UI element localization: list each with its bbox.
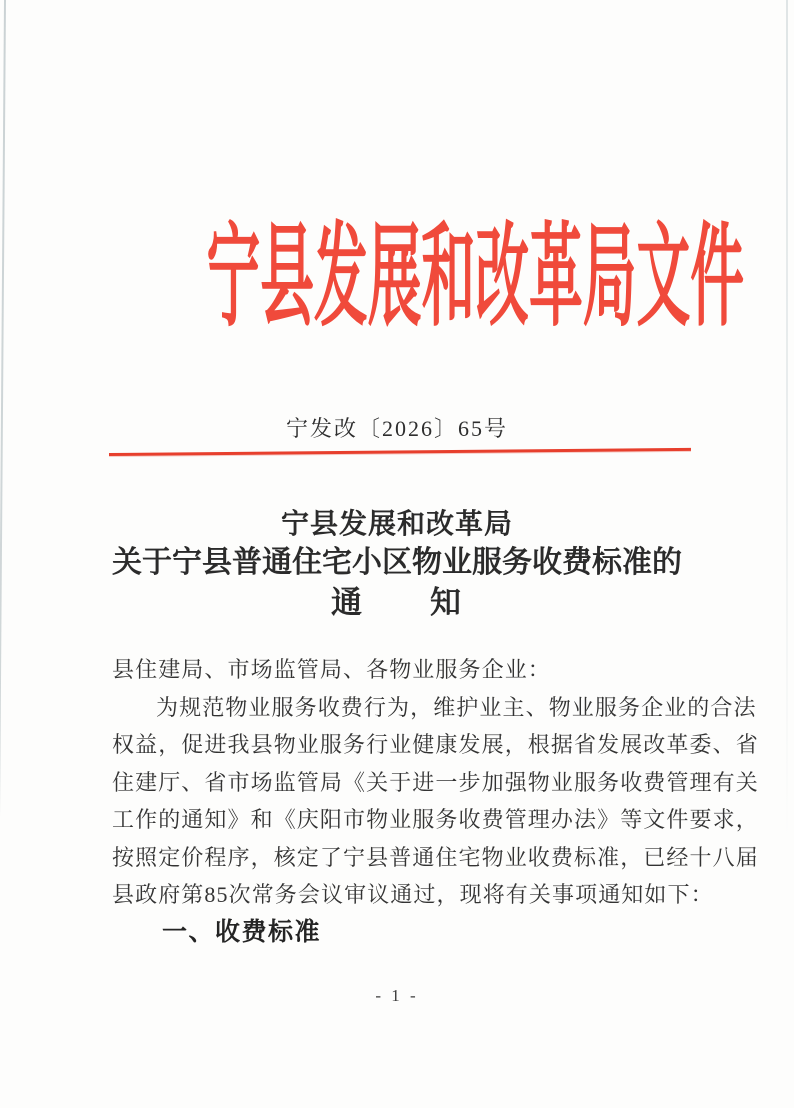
body-line-2: 权益，促进我县物业服务行业健康发展，根据省发展改革委、省 [112, 732, 759, 757]
body-line-4: 工作的通知》和《庆阳市物业服务收费管理办法》等文件要求， [112, 807, 759, 832]
body-line-1: 为规范物业服务收费行为，维护业主、物业服务企业的合法 [156, 694, 757, 720]
document-body [112, 651, 759, 951]
body-line-5: 按照定价程序，核定了宁县普通住宅物业收费标准，已经十八届 [112, 844, 759, 870]
title-line-subject: 关于宁县普通住宅小区物业服务收费标准的 [112, 546, 682, 579]
title-line-issuer: 宁县发展和改革局 [280, 509, 513, 540]
body-line-6: 县政府第85次常务会议审议通过，现将有关事项通知如下： [112, 882, 714, 907]
red-header-title: 宁县发展和改革局文件 [206, 216, 745, 340]
red-divider-line [109, 448, 691, 456]
body-line-3: 住建厅、省市场监管局《关于进一步加强物业服务收费管理有关 [112, 769, 759, 795]
section-heading: 一、收费标准 [162, 917, 322, 946]
salutation-line: 县住建局、市场监管局、各物业服务企业： [112, 657, 551, 682]
document-number: 宁发改〔2026〕65号 [285, 416, 508, 441]
title-line-notice: 通 知 [331, 585, 463, 620]
page-number: - 1 - [375, 986, 419, 1005]
document-title [0, 506, 794, 623]
